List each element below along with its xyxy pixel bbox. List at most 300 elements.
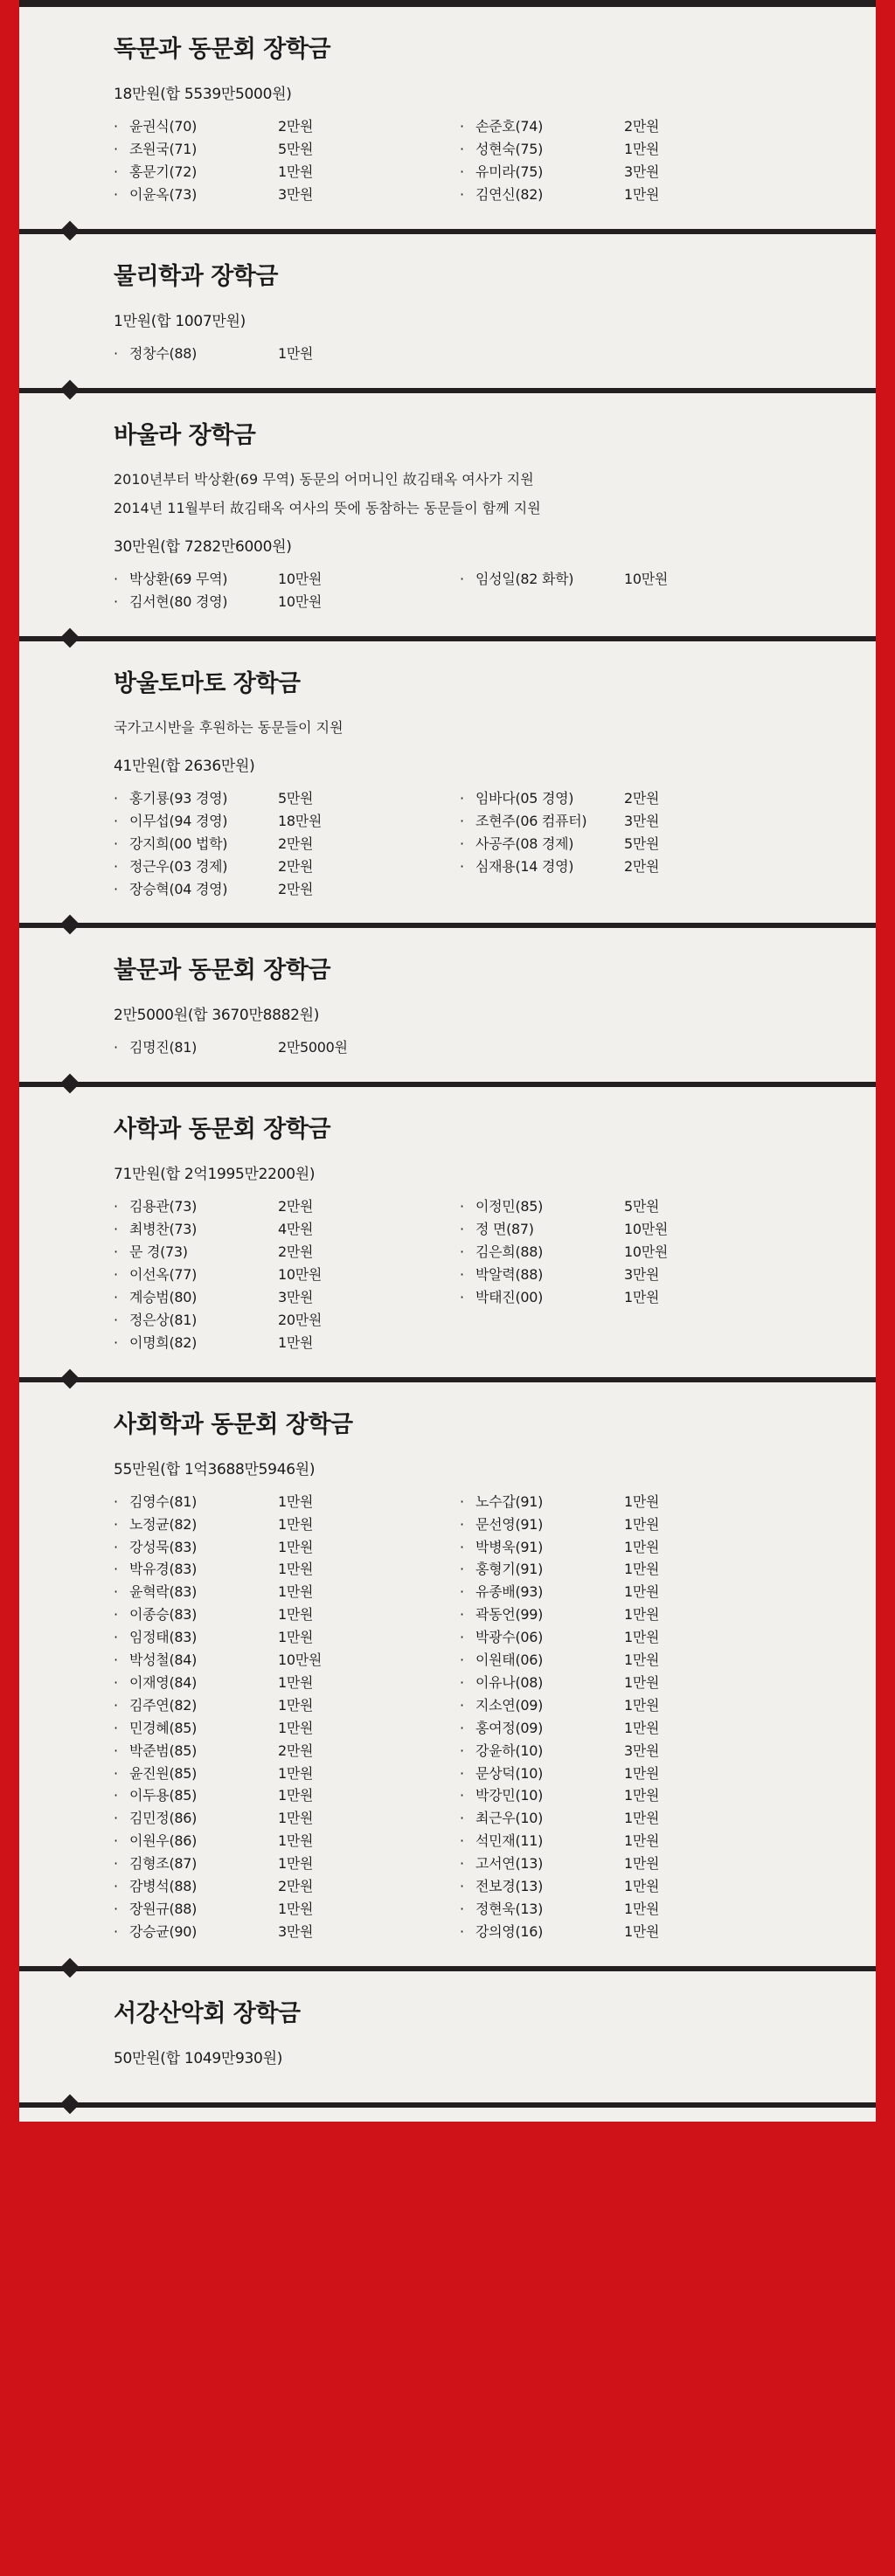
donor-name: 김형조(87) (129, 1855, 198, 1873)
donor-amount: 2만5000원 (278, 1039, 348, 1056)
donor-list (114, 568, 449, 613)
list-item (460, 1921, 795, 1943)
bullet-icon: · (460, 1198, 464, 1215)
list-item (114, 1807, 449, 1830)
section-inner (19, 1087, 876, 1376)
donor-columns (114, 787, 806, 901)
donor-list (460, 568, 795, 591)
list-item (460, 1286, 795, 1309)
scholarship-section (19, 7, 876, 229)
donor-amount: 1만원 (624, 1652, 660, 1669)
donor-name: 이종승(83) (129, 1606, 198, 1624)
donor-name: 조원국(71) (129, 140, 198, 157)
scholarship-section (19, 1382, 876, 1966)
list-item (460, 855, 795, 878)
donor-name: 강의영(16) (475, 1922, 544, 1940)
donor-amount: 1만원 (624, 1515, 660, 1533)
list-item (114, 1603, 449, 1626)
donor-name: 심재용(14 경영) (475, 857, 574, 875)
donor-name: 지소연(09) (475, 1696, 544, 1714)
section-divider (19, 2102, 876, 2108)
bullet-icon: · (114, 140, 118, 157)
donor-name: 조현주(06 컴퓨터) (475, 812, 587, 829)
donor-name: 홍형기(91) (475, 1561, 544, 1578)
donor-amount: 1만원 (624, 1764, 660, 1782)
donor-amount: 3만원 (624, 163, 660, 180)
list-item (114, 1264, 449, 1286)
donor-name: 정근우(03 경제) (129, 857, 228, 875)
section-total-amount: 1만원(합 1007만원) (114, 312, 246, 330)
bullet-icon: · (460, 1832, 464, 1850)
section-divider (19, 636, 876, 641)
section-note: 2014년 11월부터 故김태옥 여사의 뜻에 동참하는 동문들이 함께 지원 (114, 499, 541, 516)
list-item (114, 1558, 449, 1581)
list-item (460, 1762, 795, 1785)
list-item (460, 1784, 795, 1807)
donor-amount: 5만원 (624, 834, 660, 852)
top-band (19, 0, 876, 7)
list-item (114, 1898, 449, 1921)
donor-amount: 1만원 (278, 1629, 314, 1646)
section-inner (19, 393, 876, 636)
bullet-icon: · (114, 570, 118, 587)
donor-amount: 1만원 (278, 1855, 314, 1873)
donor-amount: 1만원 (624, 1901, 660, 1917)
donor-name: 이무섭(94 경영) (129, 812, 228, 829)
donor-column (460, 343, 806, 365)
donor-list (114, 1491, 449, 1943)
donor-name: 유종배(93) (475, 1583, 544, 1601)
donor-amount: 1만원 (278, 1606, 314, 1624)
donor-amount: 10만원 (624, 1243, 669, 1261)
scholarship-section (19, 928, 876, 1082)
donor-columns (114, 568, 806, 613)
bullet-icon: · (460, 1855, 464, 1873)
donor-amount: 1만원 (278, 1561, 314, 1578)
scholarship-section (19, 1087, 876, 1376)
list-item (114, 1241, 449, 1264)
donor-amount: 1만원 (624, 1492, 660, 1510)
donor-name: 이원우(86) (129, 1832, 198, 1850)
donor-column (460, 787, 806, 901)
donor-columns (114, 1491, 806, 1943)
list-item (114, 1762, 449, 1785)
scholarship-donor-list-page (19, 0, 876, 2122)
section-total-amount: 50만원(합 1049만930원) (114, 2049, 283, 2067)
section-divider (19, 1966, 876, 1971)
donor-name: 정 면(87) (475, 1221, 534, 1238)
list-item (114, 1830, 449, 1852)
donor-list (460, 115, 795, 206)
list-item (114, 115, 449, 138)
donor-column (114, 1036, 460, 1059)
bullet-icon: · (114, 1719, 118, 1736)
bullet-icon: · (460, 1764, 464, 1782)
donor-column (114, 1195, 460, 1354)
list-item (114, 1649, 449, 1672)
donor-column (114, 115, 460, 206)
donor-amount: 3만원 (624, 1266, 660, 1284)
scholarship-section (19, 234, 876, 388)
bullet-icon: · (460, 1515, 464, 1533)
donor-amount: 2만원 (278, 1198, 314, 1215)
list-item (114, 787, 449, 810)
donor-amount: 1만원 (624, 1878, 660, 1895)
bullet-icon: · (114, 1810, 118, 1827)
list-item (460, 1740, 795, 1762)
list-item (114, 1717, 449, 1740)
bullet-icon: · (460, 1266, 464, 1284)
list-item (460, 1218, 795, 1241)
donor-amount: 1만원 (624, 1538, 660, 1555)
donor-name: 성현숙(75) (475, 140, 544, 157)
donor-name: 민경혜(85) (129, 1719, 198, 1736)
list-item (114, 1694, 449, 1717)
list-item (114, 1626, 449, 1649)
donor-amount: 1만원 (624, 1855, 660, 1873)
donor-amount: 3만원 (278, 1922, 314, 1940)
donor-name: 박성철(84) (129, 1652, 198, 1669)
donor-amount: 1만원 (278, 1673, 314, 1691)
donor-name: 윤혁락(83) (129, 1583, 198, 1601)
donor-name: 이정민(85) (475, 1198, 544, 1215)
donor-amount: 2만원 (278, 1243, 314, 1261)
bullet-icon: · (460, 140, 464, 157)
list-item (460, 1264, 795, 1286)
bullet-icon: · (460, 185, 464, 203)
bullet-icon: · (114, 1492, 118, 1510)
list-item (460, 1491, 795, 1513)
section-note: 국가고시반을 후원하는 동문들이 지원 (114, 718, 343, 736)
donor-amount: 1만원 (624, 140, 660, 157)
donor-amount: 1만원 (624, 1629, 660, 1646)
scholarship-section (19, 641, 876, 924)
donor-name: 강승균(90) (129, 1922, 198, 1940)
section-divider (19, 1082, 876, 1087)
donor-amount: 3만원 (624, 1742, 660, 1759)
donor-name: 박유경(83) (129, 1561, 198, 1578)
donor-amount: 1만원 (624, 1810, 660, 1827)
section-title: 독문과 동문회 장학금 (114, 36, 331, 63)
list-item (460, 1195, 795, 1218)
section-divider (19, 229, 876, 234)
section-divider (19, 388, 876, 393)
bullet-icon: · (114, 834, 118, 852)
bullet-icon: · (114, 344, 118, 362)
bullet-icon: · (114, 789, 118, 807)
donor-amount: 1만원 (624, 1696, 660, 1714)
list-item (460, 184, 795, 206)
donor-name: 김명진(81) (129, 1039, 198, 1056)
bullet-icon: · (460, 570, 464, 587)
donor-amount: 2만원 (278, 834, 314, 852)
donor-name: 문상덕(10) (475, 1764, 544, 1782)
list-item (460, 1852, 795, 1875)
bullet-icon: · (114, 1311, 118, 1328)
donor-amount: 1만원 (278, 1810, 314, 1827)
donor-amount: 3만원 (278, 185, 314, 203)
bullet-icon: · (114, 1696, 118, 1714)
donor-amount: 2만원 (278, 1878, 314, 1895)
donor-name: 이윤옥(73) (129, 185, 198, 203)
section-total-amount: 41만원(합 2636만원) (114, 757, 255, 775)
donor-amount: 1만원 (278, 1538, 314, 1555)
scholarship-section (19, 393, 876, 636)
section-divider (19, 923, 876, 928)
donor-name: 정현욱(13) (475, 1901, 544, 1917)
bullet-icon: · (460, 857, 464, 875)
list-item (114, 161, 449, 184)
bullet-icon: · (460, 1583, 464, 1601)
donor-amount: 1만원 (624, 1832, 660, 1850)
donor-name: 임성일(82 화학) (475, 570, 574, 587)
list-item (460, 787, 795, 810)
list-item (460, 833, 795, 855)
bullet-icon: · (114, 1538, 118, 1555)
donor-name: 석민재(11) (475, 1832, 544, 1850)
donor-amount: 10만원 (278, 1652, 323, 1669)
bullet-icon: · (114, 812, 118, 829)
list-item (114, 1218, 449, 1241)
section-total-amount: 55만원(합 1억3688만5946원) (114, 1460, 316, 1478)
donor-name: 윤권식(70) (129, 118, 198, 135)
bullet-icon: · (114, 1652, 118, 1669)
section-inner (19, 7, 876, 229)
donor-amount: 1만원 (278, 1901, 314, 1917)
list-item (114, 1513, 449, 1536)
bullet-icon: · (460, 1629, 464, 1646)
donor-name: 김주연(82) (129, 1696, 198, 1714)
donor-name: 이명희(82) (129, 1333, 198, 1351)
donor-name: 문 경(73) (129, 1243, 188, 1261)
bullet-icon: · (114, 1673, 118, 1691)
donor-amount: 10만원 (278, 570, 323, 587)
bullet-icon: · (460, 1901, 464, 1917)
donor-name: 고서연(13) (475, 1855, 544, 1873)
list-item (460, 1875, 795, 1898)
donor-name: 전보경(13) (475, 1878, 544, 1895)
list-item (460, 1807, 795, 1830)
bullet-icon: · (114, 1901, 118, 1917)
section-total-amount: 18만원(합 5539만5000원) (114, 86, 292, 103)
list-item (114, 1581, 449, 1603)
donor-amount: 1만원 (624, 1606, 660, 1624)
donor-amount: 20만원 (278, 1311, 323, 1328)
donor-list (114, 787, 449, 901)
donor-name: 최병찬(73) (129, 1221, 198, 1238)
bullet-icon: · (114, 1629, 118, 1646)
list-item (460, 1536, 795, 1559)
bullet-icon: · (114, 1855, 118, 1873)
donor-amount: 1만원 (278, 1764, 314, 1782)
list-item (460, 161, 795, 184)
donor-name: 정은상(81) (129, 1311, 198, 1328)
donor-name: 임바다(05 경영) (475, 789, 574, 807)
list-item (114, 568, 449, 591)
donor-name: 문선영(91) (475, 1515, 544, 1533)
list-item (460, 1581, 795, 1603)
donor-name: 이두용(85) (129, 1787, 198, 1804)
list-item (460, 1717, 795, 1740)
donor-list (114, 343, 449, 365)
bullet-icon: · (114, 1922, 118, 1940)
donor-name: 이선옥(77) (129, 1266, 198, 1284)
donor-name: 김용관(73) (129, 1198, 198, 1215)
bullet-icon: · (460, 1538, 464, 1555)
bullet-icon: · (460, 1742, 464, 1759)
donor-amount: 3만원 (624, 812, 660, 829)
donor-column (460, 115, 806, 206)
donor-amount: 2만원 (278, 857, 314, 875)
section-title: 사학과 동문회 장학금 (114, 1116, 331, 1144)
bullet-icon: · (114, 1333, 118, 1351)
donor-name: 손준호(74) (475, 118, 544, 135)
list-item (460, 115, 795, 138)
section-title: 바울라 장학금 (114, 421, 256, 449)
donor-name: 정창수(88) (129, 344, 198, 362)
bullet-icon: · (460, 1696, 464, 1714)
donor-amount: 1만원 (278, 344, 314, 362)
donor-amount: 10만원 (278, 1266, 323, 1284)
donor-name: 강지희(00 법학) (129, 834, 228, 852)
donor-name: 장원규(88) (129, 1901, 198, 1917)
list-item (460, 1603, 795, 1626)
donor-name: 윤진원(85) (129, 1764, 198, 1782)
donor-name: 이유나(08) (475, 1673, 544, 1691)
donor-name: 김연신(82) (475, 185, 544, 203)
donor-amount: 2만원 (278, 1742, 314, 1759)
list-item (460, 1898, 795, 1921)
bullet-icon: · (114, 1243, 118, 1261)
bullet-icon: · (460, 1243, 464, 1261)
bullet-icon: · (114, 163, 118, 180)
donor-name: 유미라(75) (475, 163, 544, 180)
donor-amount: 1만원 (278, 1515, 314, 1533)
donor-column (114, 1491, 460, 1943)
list-item (460, 1626, 795, 1649)
list-item (460, 1558, 795, 1581)
donor-amount: 10만원 (278, 592, 323, 610)
donor-amount: 5만원 (278, 789, 314, 807)
donor-amount: 1만원 (624, 1561, 660, 1578)
donor-name: 이재영(84) (129, 1673, 198, 1691)
bullet-icon: · (460, 118, 464, 135)
donor-list (114, 1036, 449, 1059)
scholarship-section (19, 1971, 876, 2102)
donor-name: 박준범(85) (129, 1742, 198, 1759)
donor-amount: 1만원 (624, 1673, 660, 1691)
donor-columns (114, 1036, 806, 1059)
donor-amount: 1만원 (624, 1787, 660, 1804)
bullet-icon: · (460, 1221, 464, 1238)
bullet-icon: · (114, 592, 118, 610)
donor-amount: 10만원 (624, 570, 669, 587)
donor-amount: 2만원 (624, 857, 660, 875)
bullet-icon: · (460, 1673, 464, 1691)
bullet-icon: · (114, 1878, 118, 1895)
bullet-icon: · (114, 1606, 118, 1624)
donor-name: 임정태(83) (129, 1629, 198, 1646)
list-item (114, 1536, 449, 1559)
list-item (114, 138, 449, 161)
donor-list (460, 1195, 795, 1309)
bullet-icon: · (114, 1198, 118, 1215)
list-item (114, 833, 449, 855)
sections-container (19, 7, 876, 2102)
list-item (114, 810, 449, 833)
donor-list (460, 1491, 795, 1943)
donor-columns (114, 1195, 806, 1354)
section-inner (19, 1971, 876, 2102)
donor-name: 김서현(80 경영) (129, 592, 228, 610)
list-item (114, 1852, 449, 1875)
donor-name: 김영수(81) (129, 1492, 198, 1510)
section-title: 불문과 동문회 장학금 (114, 957, 331, 985)
bullet-icon: · (460, 1787, 464, 1804)
list-item (460, 1672, 795, 1694)
list-item (460, 1649, 795, 1672)
donor-name: 홍기룡(93 경영) (129, 789, 228, 807)
bullet-icon: · (460, 1288, 464, 1305)
bullet-icon: · (114, 1515, 118, 1533)
list-item (114, 1672, 449, 1694)
bullet-icon: · (114, 1221, 118, 1238)
donor-amount: 1만원 (278, 1832, 314, 1850)
donor-name: 사공주(08 경제) (475, 834, 574, 852)
bullet-icon: · (460, 1719, 464, 1736)
list-item (114, 855, 449, 878)
list-item (114, 1491, 449, 1513)
donor-name: 노수갑(91) (475, 1492, 544, 1510)
section-inner (19, 641, 876, 924)
donor-columns (114, 343, 806, 365)
bullet-icon: · (114, 185, 118, 203)
donor-amount: 5만원 (624, 1198, 660, 1215)
list-item (114, 1740, 449, 1762)
list-item (114, 591, 449, 613)
bullet-icon: · (460, 1606, 464, 1624)
donor-column (460, 1036, 806, 1059)
donor-amount: 2만원 (624, 118, 660, 135)
donor-list (114, 1195, 449, 1354)
list-item (114, 184, 449, 206)
bullet-icon: · (114, 1288, 118, 1305)
bullet-icon: · (114, 1764, 118, 1782)
donor-amount: 1만원 (278, 163, 314, 180)
donor-name: 곽동언(99) (475, 1606, 544, 1624)
donor-column (460, 1491, 806, 1943)
bullet-icon: · (460, 834, 464, 852)
donor-name: 박태진(00) (475, 1288, 544, 1305)
bullet-icon: · (460, 163, 464, 180)
donor-name: 장승혁(04 경영) (129, 880, 228, 897)
donor-amount: 10만원 (624, 1221, 669, 1238)
donor-amount: 1만원 (624, 1922, 660, 1940)
donor-name: 강성묵(83) (129, 1538, 198, 1555)
list-item (114, 1286, 449, 1309)
bullet-icon: · (460, 1810, 464, 1827)
list-item (114, 1195, 449, 1218)
section-divider (19, 1377, 876, 1382)
section-title: 서강산악회 장학금 (114, 1999, 301, 2027)
donor-name: 최근우(10) (475, 1810, 544, 1827)
bullet-icon: · (114, 1832, 118, 1850)
bullet-icon: · (114, 1787, 118, 1804)
donor-name: 이원태(06) (475, 1652, 544, 1669)
list-item (460, 1830, 795, 1852)
bullet-icon: · (114, 857, 118, 875)
donor-name: 박병욱(91) (475, 1538, 544, 1555)
